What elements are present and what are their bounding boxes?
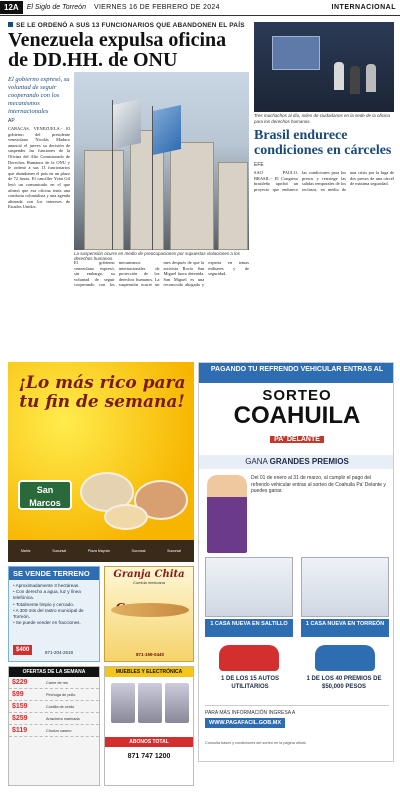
ad-phone: 871-204-2618 <box>45 650 74 655</box>
location-label: Matriz <box>20 549 31 553</box>
main-photo <box>74 72 249 250</box>
ad-header: OFERTAS DE LA SEMANA <box>9 667 99 677</box>
fish-icon <box>111 603 189 617</box>
list-item <box>9 725 99 737</box>
section-name: INTERNACIONAL <box>331 4 396 11</box>
feature-item: • Se puede vender en fracciones. <box>13 620 95 626</box>
ad-terreno[interactable] <box>8 566 100 662</box>
side-byline: EFE <box>254 162 264 168</box>
ad-brand: San Marcos <box>18 480 72 510</box>
house-prize-saltillo: 1 CASA NUEVA EN SALTILLO <box>205 619 293 637</box>
car-icon <box>219 645 279 671</box>
item-price: $259 <box>12 715 28 722</box>
food-plate-icon <box>104 504 148 530</box>
page-number: 12A <box>0 1 23 14</box>
feature-item: • Con derecho a agua, luz y línea telefónica. <box>13 589 95 601</box>
main-byline: AP <box>8 118 15 124</box>
ad-sorteo-coahuila[interactable] <box>198 362 394 762</box>
list-item <box>9 677 99 689</box>
item-desc: Costilla de cerdo <box>46 704 75 709</box>
ad-bar: ABONOS TOTAL <box>105 737 193 747</box>
item-price: $99 <box>12 691 24 698</box>
main-column-2: El gobierno venezolano expresó, sin embargo, su voluntad de seguir cooperando con los mecanismos internacionales de protección de los derechos humanos. La suspensión ocurre un mes después de que la activista Rocío San Miguel fuera detenida. San Miguel es una reconocida abogada y experta en temas militares y de seguridad. <box>74 260 249 288</box>
item-desc: Arrachera marinada <box>46 716 80 721</box>
issue-date: VIERNES 16 DE FEBRERO DE 2024 <box>93 4 220 11</box>
main-headline: Venezuela expulsa oficina de DD.HH. de ONU <box>8 29 227 71</box>
side-column-1: SAO PAULO, BRASIL.- El Congreso brasileño aprobó un proyecto que endurece las condiciones para los presos y restringe las salidas temporales de los reclusos, en medio de una crisis por la fuga de dos presos de una cárcel de máxima seguridad. <box>254 170 394 192</box>
item-price: $159 <box>12 703 28 710</box>
location-label: Sucursal <box>167 549 182 553</box>
ad-header: MUEBLES Y ELECTRÓNICA <box>105 667 193 677</box>
house-icon <box>301 557 389 617</box>
product-images <box>111 683 189 723</box>
feature-item: • Aproximadamente 3 hectáreas. <box>13 583 95 589</box>
ad-locations <box>8 540 194 562</box>
ad-phone: 871-159-0440 <box>135 652 165 657</box>
list-item <box>9 713 99 725</box>
web-url[interactable]: WWW.PAGAFACIL.GOB.MX <box>205 718 285 728</box>
sorteo-web <box>205 705 389 735</box>
sorteo-footer: Consulta bases y condiciones del sorteo en la página oficial. <box>205 741 307 745</box>
ad-price-list[interactable] <box>8 666 100 786</box>
sorteo-info: Del 01 de enero al 31 de marzo, al cumplir el pago del refrendo vehicular entras al sorteo de Coahuila Pa' Delante y puedes ganar. <box>251 475 386 494</box>
ad-price: $400 <box>13 645 32 655</box>
sorteo-tagline: PA' DELANTE <box>270 436 324 443</box>
item-price: $119 <box>12 727 28 734</box>
item-price: $229 <box>12 679 28 686</box>
sorteo-state: COAHUILA <box>233 402 361 429</box>
ad-band: PAGANDO TU REFRENDO VEHICULAR ENTRAS AL <box>199 363 394 383</box>
ad-phone: 871 747 1200 <box>127 753 171 760</box>
ad-slogan: ¡Lo más rico para tu fin de semana! <box>18 373 186 412</box>
location-label: Plaza Mayrán <box>87 549 110 553</box>
money-icon <box>315 645 375 671</box>
house-prize-torreon: 1 CASA NUEVA EN TORREÓN <box>301 619 389 637</box>
ad-granja-chita[interactable] <box>104 566 194 662</box>
sorteo-logo <box>199 387 394 446</box>
item-desc: Carne de res <box>46 680 68 685</box>
feature-item: • Totalmente limpio y cercado. <box>13 602 95 608</box>
side-headline: Brasil endurece condiciones en cárceles <box>254 128 392 158</box>
location-label: Sucursal <box>52 549 67 553</box>
list-item <box>9 701 99 713</box>
main-kicker: SE LE ORDENÓ A SUS 13 FUNCIONARIOS QUE ABANDONEN EL PAÍS <box>8 22 245 29</box>
paper-name: El Siglo de Torreón <box>26 4 86 11</box>
list-item <box>9 689 99 701</box>
prizes-title: GRANDES PREMIOS <box>269 457 349 466</box>
ad-title: SE VENDE TERRENO <box>9 567 99 580</box>
prizes-banner <box>199 455 394 469</box>
person-photo <box>207 475 247 553</box>
side-photo <box>254 22 394 112</box>
prize-autos: 1 DE LOS 15 AUTOS UTILITARIOS <box>220 676 280 690</box>
ad-features <box>9 580 99 629</box>
main-column-1: CARACAS, VENEZUELA.- El gobierno del presidente venezolano Nicolás Maduro anunció el jueves su decisión de suspender las funciones de la Oficina del Alto Comisionado de Derechos Humanos de la ONU y le ordenó a sus 13 funcionarios que abandonen el país en un plazo de 72 horas. El canciller Yván Gil leyó un comunicado en el que afirmó que esa oficina tenía una conducta colonialista y una agenda alineada con los intereses de Estados Unidos. <box>8 126 70 210</box>
ad-name: Granja Chita <box>113 569 185 580</box>
page-header <box>0 0 400 16</box>
ad-abonos[interactable] <box>104 666 194 786</box>
item-desc: Chorizo casero <box>46 728 72 733</box>
house-icon <box>205 557 293 617</box>
sorteo-title: SORTEO <box>262 387 332 404</box>
ad-san-marcos[interactable] <box>8 362 194 562</box>
location-label: Sucursal <box>131 549 146 553</box>
item-desc: Pechuga de pollo <box>46 692 76 697</box>
web-label: PARA MÁS INFORMACIÓN INGRESA A <box>205 710 296 716</box>
ad-subtitle: Comida mexicana <box>132 580 165 585</box>
prize-money: 1 DE LOS 40 PREMIOS DE $50,000 PESOS <box>306 676 382 690</box>
prizes-prefix: GANA <box>245 457 268 466</box>
feature-item: • A 300 mts del rastro municipal de Torreón. <box>13 608 95 620</box>
main-lead: El gobierno expresó, su voluntad de seguir cooperando con los mecanismos internacionales <box>8 76 70 115</box>
main-photo-caption: La suspensión ocurre en medio de preocupaciones por supuestas violaciones a los derechos humanos. <box>74 251 240 261</box>
side-photo-caption: Tres muchachos al día, miles de ciudadanos en la sede de la oficina para los derechos humanos. <box>254 113 390 124</box>
